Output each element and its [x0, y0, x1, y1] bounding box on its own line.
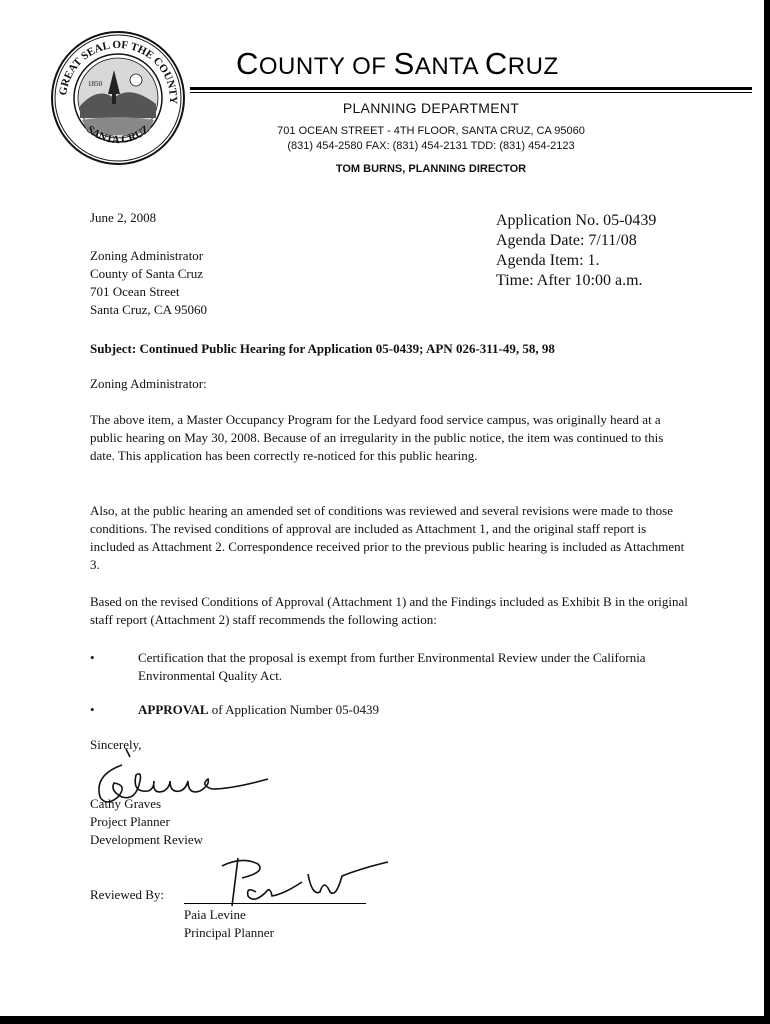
county-title	[236, 46, 559, 82]
recommended-actions	[90, 649, 690, 735]
title-text: OUNTY OF	[258, 53, 394, 80]
action-item	[90, 701, 690, 719]
title-letter: C	[484, 46, 508, 81]
recipient-line: 701 Ocean Street	[90, 284, 180, 299]
application-info	[496, 211, 656, 291]
signature-paia-levine	[212, 852, 392, 908]
reviewer-block	[184, 906, 274, 942]
signer-name: Cathy Graves	[90, 796, 162, 811]
action-text: of Application Number 05-0439	[208, 702, 379, 717]
agenda-date: Agenda Date: 7/11/08	[496, 232, 637, 249]
seal-year: 1850	[88, 80, 102, 88]
signer-title: Project Planner	[90, 814, 170, 829]
recipient-address	[90, 247, 207, 319]
seal-text-top: GREAT SEAL OF THE COUNTY	[57, 38, 180, 104]
reviewer-name: Paia Levine	[184, 907, 246, 922]
page-bottom-border	[0, 1016, 770, 1024]
reviewed-by-label: Reviewed By:	[90, 887, 165, 902]
page-right-border	[764, 0, 770, 1024]
approval-label: APPROVAL	[138, 702, 209, 717]
application-number: Application No. 05-0439	[496, 212, 657, 229]
seal-graphic	[48, 28, 188, 168]
planning-director: TOM BURNS, PLANNING DIRECTOR	[335, 163, 527, 175]
department-name: PLANNING DEPARTMENT	[342, 100, 520, 116]
seal-text-bottom: SANTA CRUZ	[84, 123, 152, 147]
body-paragraph: The above item, a Master Occupancy Program for the Ledyard food service campus, was originally heard at a public hearing on May 30, 2008. Because of an irregularity in the public notice, the item was continued to this date. This application has been correctly re-noticed for this public hearing.	[90, 412, 664, 463]
action-item	[90, 649, 690, 685]
recipient-line: Santa Cruz, CA 95060	[90, 302, 207, 317]
bullet-marker: •	[90, 702, 95, 717]
body-paragraph: Also, at the public hearing an amended set of conditions was reviewed and several revisions were made to those conditions. The revised conditions of approval are included as Attachment 1, and the original staff report is included as Attachment 2. Correspondence received prior to the previous public hearing is included as Attachment 3.	[90, 503, 685, 572]
recipient-line: Zoning Administrator	[90, 248, 204, 263]
closing: Sincerely,	[90, 737, 142, 752]
department-phones: (831) 454-2580 FAX: (831) 454-2131 TDD: (831) 454-2123	[287, 140, 575, 152]
reviewer-title: Principal Planner	[184, 925, 274, 940]
title-letter: C	[236, 46, 259, 81]
header-rule-thin	[190, 92, 752, 93]
letter-date: June 2, 2008	[90, 210, 157, 225]
county-seal	[48, 28, 188, 168]
hearing-time: Time: After 10:00 a.m.	[496, 272, 643, 289]
title-letter: S	[393, 46, 415, 81]
recipient-line: County of Santa Cruz	[90, 266, 204, 281]
body-paragraph: Based on the revised Conditions of Approval (Attachment 1) and the Findings included as Exhibit B in the original staff report (Attachment 2) staff recommends the following action:	[90, 594, 688, 627]
bullet-marker: •	[90, 650, 95, 665]
salutation: Zoning Administrator:	[90, 376, 207, 391]
header-rule	[190, 87, 752, 90]
agenda-item: Agenda Item: 1.	[496, 252, 600, 269]
signer-department: Development Review	[90, 832, 203, 847]
signer-block	[90, 795, 203, 849]
title-text: RUZ	[507, 53, 559, 80]
department-address: 701 OCEAN STREET - 4TH FLOOR, SANTA CRUZ, CA 95060	[277, 125, 585, 137]
action-text: Certification that the proposal is exempt from further Environmental Review under the California Environmental Quality Act.	[138, 650, 646, 683]
subject-line: Subject: Continued Public Hearing for Application 05-0439; APN 026-311-49, 58, 98	[90, 341, 555, 356]
title-text: ANTA	[414, 53, 485, 80]
